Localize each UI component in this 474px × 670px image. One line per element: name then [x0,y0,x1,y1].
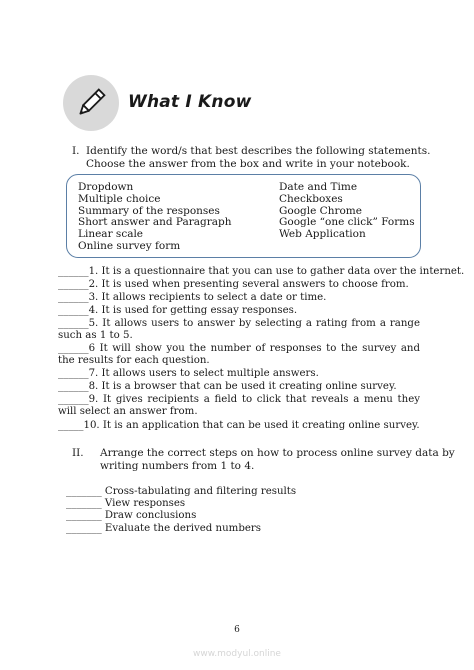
question-10: _____10. It is an application that can be used it creating online survey. [58,420,420,431]
question-7: ______7. It allows users to select multiple answers. [58,368,319,379]
step-item: _______ Draw conclusions [66,510,197,522]
choice-item: Summary of the responses [78,204,220,217]
watermark: www.modyul.online [193,649,281,659]
choice-item: Google “one click” Forms [279,216,415,229]
pencil-icon [73,85,109,121]
pencil-icon-badge [63,75,119,131]
part1-instruction-line1: Identify the word/s that best describes the following statements. [86,145,431,157]
question-4: ______4. It is used for getting essay responses. [58,305,298,316]
part2-number: II. [72,447,84,459]
question-8: ______8. It is a browser that can be used it creating online survey. [58,381,397,392]
choice-item: Multiple choice [78,192,161,205]
part2-instruction-line2: writing numbers from 1 to 4. [100,460,255,472]
page-number: 6 [234,625,240,635]
section-heading: What I Know [128,92,252,112]
question-6: ______6 It will show you the number of responses to the survey and the results for each question. [58,343,420,367]
choices-left-column [78,182,232,253]
choice-item: Linear scale [78,228,144,241]
choice-item: Short answer and Paragraph [78,216,232,229]
part1-instruction-line2: Choose the answer from the box and write in your notebook. [86,158,410,170]
part2-instruction [100,447,455,473]
question-1: ______1. It is a questionnaire that you can use to gather data over the internet. [58,266,465,277]
steps-list [66,486,296,535]
step-item: _______ View responses [66,498,186,510]
part1-number: I. [72,145,80,157]
choice-item: Date and Time [279,181,358,193]
choice-item: Dropdown [78,181,134,193]
step-item: _______ Evaluate the derived numbers [66,522,261,534]
choice-item: Web Application [279,228,366,241]
question-5: ______5. It allows users to answer by selecting a rating from a range such as 1 to 5. [58,318,420,342]
choices-right-column [279,182,415,241]
step-item: _______ Cross-tabulating and filtering results [66,486,297,497]
question-2: ______2. It is used when presenting several answers to choose from. [58,279,409,290]
choice-item: Google Chrome [279,204,362,217]
question-3: ______3. It allows recipients to select a date or time. [58,292,327,303]
part1-instruction [86,145,430,171]
choice-item: Checkboxes [279,192,343,205]
question-9: ______9. It gives recipients a field to click that reveals a menu they will select an answer from. [58,394,420,418]
part2-instruction-line1: Arrange the correct steps on how to process online survey data by [100,447,455,459]
choice-item: Online survey form [78,239,181,252]
